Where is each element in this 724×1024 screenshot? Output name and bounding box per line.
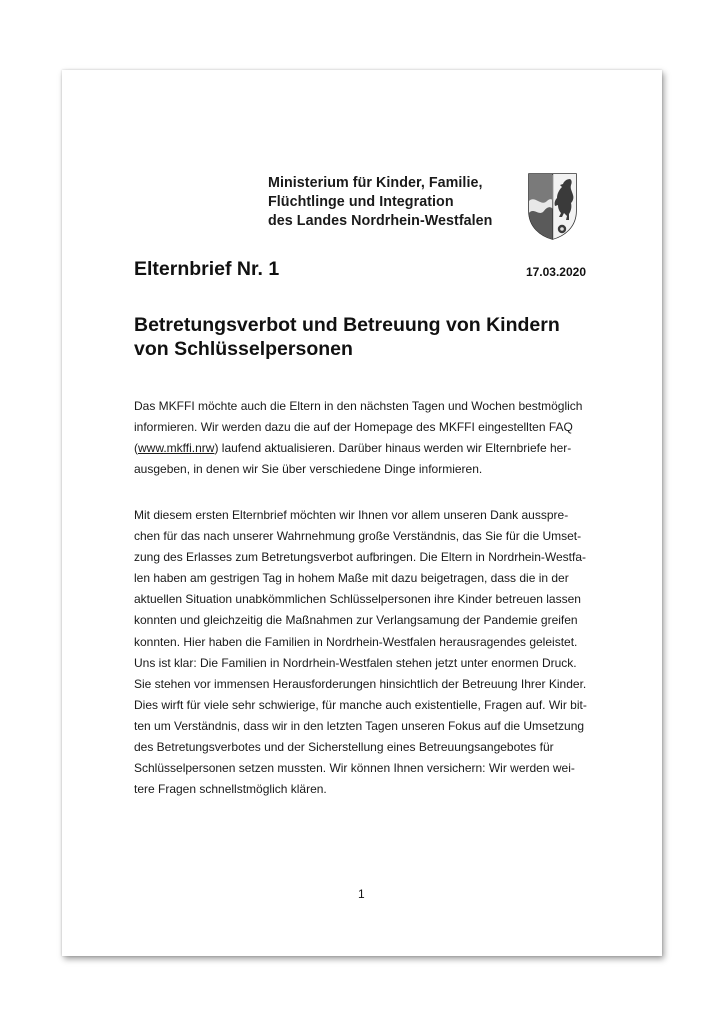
- paragraph-line: Sie stehen vor immensen Herausforderungen hinsichtlich der Betreuung Ihrer Kinder.: [134, 676, 587, 691]
- paragraph-line: Uns ist klar: Die Familien in Nordrhein-Westfalen stehen jetzt unter enormen Druck.: [134, 655, 577, 670]
- ministry-line: des Landes Nordrhein-Westfalen: [268, 213, 493, 229]
- paragraph-thanks: [134, 505, 587, 800]
- paragraph-line: Schlüsselpersonen setzen mussten. Wir können Ihnen versichern: Wir werden wei-: [134, 761, 575, 776]
- letter-title: Elternbrief Nr. 1: [134, 258, 280, 280]
- paragraph-line: chen für das nach unserer Wahrnehmung große Verständnis, das Sie für die Umset-: [134, 529, 582, 544]
- paragraph-line: zung des Erlasses zum Betretungsverbot aufbringen. Die Eltern in Nordrhein-Westfa-: [134, 550, 586, 565]
- paragraph-line: des Betretungsverbotes und der Sicherstellung eines Betreuungsangebotes für: [134, 740, 554, 755]
- paragraph-line: Mit diesem ersten Elternbrief möchten wir Ihnen vor allem unseren Dank ausspre-: [134, 508, 569, 522]
- page-number: 1: [358, 887, 365, 901]
- paragraph-intro: [134, 396, 582, 480]
- paragraph-line: tere Fragen schnellstmöglich klären.: [134, 782, 327, 797]
- nrw-coat-of-arms-icon: [526, 171, 579, 241]
- paragraph-line: informieren. Wir werden dazu die auf der Homepage des MKFFI eingestellten FAQ: [134, 420, 573, 435]
- document-page: [62, 70, 662, 956]
- ministry-line: Ministerium für Kinder, Familie,: [268, 175, 483, 191]
- paragraph-line: konnten. Hier haben die Familien in Nordrhein-Westfalen herausragendes geleistet.: [134, 634, 578, 649]
- letter-subject: [134, 313, 560, 361]
- paragraph-line: [134, 438, 582, 459]
- paragraph-line: konnten und gleichzeitig die Maßnahmen zur Verlangsamung der Pandemie greifen: [134, 613, 578, 628]
- paragraph-line-rest: ) laufend aktualisieren. Darüber hinaus werden wir Elternbriefe her-: [214, 441, 572, 456]
- letter-date: 17.03.2020: [525, 265, 586, 279]
- paragraph-line: len haben am gestrigen Tag in hohem Maße mit dazu beigetragen, dass die in der: [134, 571, 569, 586]
- mkffi-website-link[interactable]: www.mkffi.nrw: [138, 441, 215, 456]
- paragraph-line: ten um Verständnis, dass wir in den letzten Tagen unseren Fokus auf die Umsetzung: [134, 718, 585, 733]
- subject-line: von Schlüsselpersonen: [134, 338, 353, 360]
- ministry-line: Flüchtlinge und Integration: [268, 194, 454, 210]
- ministry-name: [268, 174, 492, 231]
- paragraph-line: ausgeben, in denen wir Sie über verschiedene Dinge informieren.: [134, 462, 483, 477]
- paragraph-line: aktuellen Situation unabkömmlichen Schlüsselpersonen ihre Kinder betreuen lassen: [134, 592, 581, 607]
- subject-line: Betretungsverbot und Betreuung von Kindern: [134, 314, 560, 336]
- paragraph-line: Das MKFFI möchte auch die Eltern in den nächsten Tagen und Wochen bestmöglich: [134, 399, 583, 413]
- paragraph-line: Dies wirft für viele sehr schwierige, für manche auch existentielle, Fragen auf. Wir bit-: [134, 697, 587, 712]
- paren-open: (: [134, 441, 138, 456]
